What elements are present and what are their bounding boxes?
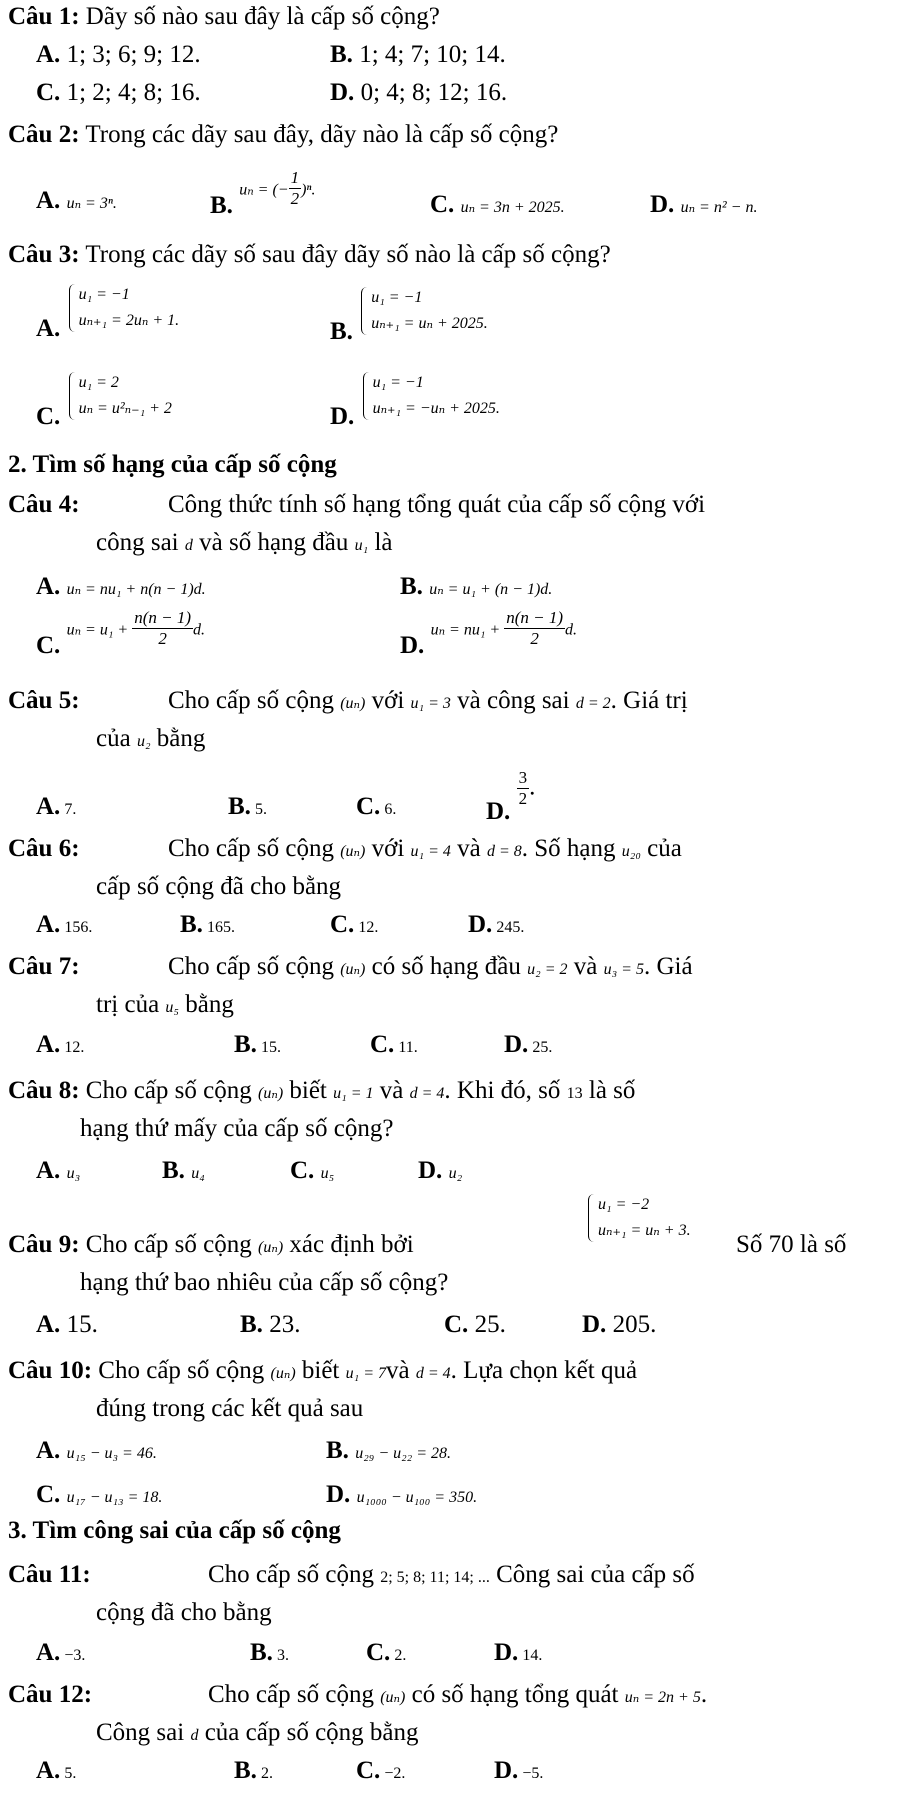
option-a — [36, 186, 117, 216]
equation-system — [361, 370, 500, 422]
fraction-numerator: n(n − 1) — [132, 608, 193, 629]
text: và công sai — [450, 687, 576, 714]
option-label: A. — [36, 793, 61, 820]
question-label: Câu 4: — [8, 491, 80, 518]
math: u₁ = 4 — [410, 843, 451, 860]
text: bằng — [178, 991, 234, 1018]
option-text: 7. — [60, 801, 77, 818]
text: Cho cấp số cộng — [168, 835, 341, 862]
fraction-denominator: 2 — [518, 789, 528, 809]
option-label: A. — [36, 573, 61, 600]
option-a — [36, 282, 180, 342]
option-text: 15. — [256, 1039, 281, 1056]
text: của — [640, 835, 682, 862]
option-formula: uₙ = nu₁ + n(n − 1)d. — [66, 581, 206, 598]
question-label: Câu 1: — [8, 3, 80, 30]
question-label: Câu 9: — [8, 1231, 80, 1258]
option-b — [250, 1638, 289, 1668]
option-d — [400, 608, 577, 659]
option-label: D. — [650, 191, 675, 218]
option-text: 165. — [202, 919, 235, 936]
option-d — [330, 370, 500, 430]
equation-line: uₙ₊₁ = −uₙ + 2025. — [372, 400, 500, 417]
option-label: B. — [162, 1157, 185, 1184]
math: (uₙ) — [340, 695, 366, 712]
option-label: B. — [330, 317, 353, 345]
equation-system — [586, 1192, 691, 1244]
option-d — [650, 190, 757, 220]
option-b — [330, 285, 488, 345]
equation-system — [67, 370, 172, 422]
math: (uₙ) — [258, 1239, 284, 1256]
question-label: Câu 10: — [8, 1357, 93, 1384]
equation-system — [359, 285, 488, 337]
option-formula: u₄ — [191, 1165, 205, 1182]
question-text-line-2: cộng đã cho bằng — [96, 1599, 272, 1626]
option-a — [36, 1638, 85, 1668]
option-text: 12. — [60, 1039, 85, 1056]
text: với — [365, 835, 411, 862]
equation-line: uₙ₊₁ = 2uₙ + 1. — [78, 312, 180, 329]
option-label: B. — [234, 1031, 257, 1058]
math: d = 4 — [409, 1085, 445, 1102]
option-text: 2. — [390, 1647, 407, 1664]
text: Cho cấp số cộng — [208, 1681, 381, 1708]
option-label: A. — [36, 187, 61, 214]
question-text-line-2: đúng trong các kết quả sau — [96, 1395, 364, 1422]
text: Công sai của cấp số — [489, 1561, 695, 1588]
text: và số hạng đầu — [192, 529, 355, 556]
option-a — [36, 572, 206, 602]
option-b — [326, 1436, 451, 1466]
option-c — [430, 190, 565, 220]
option-a — [36, 1310, 98, 1340]
fraction — [504, 608, 565, 650]
text: là — [368, 529, 393, 556]
text: Cho cấp số cộng — [79, 1077, 258, 1104]
option-label: A. — [36, 1311, 61, 1338]
option-label: D. — [486, 797, 511, 825]
option-label: B. — [250, 1639, 273, 1666]
option-text: 15. — [60, 1311, 98, 1338]
math: u₁ — [354, 537, 369, 554]
text: và — [386, 1357, 416, 1384]
question-text: Dãy số nào sau đây là cấp số cộng? — [79, 3, 440, 30]
question-text: Trong các dãy số sau đây dãy số nào là cấp số cộng? — [79, 241, 611, 268]
option-label: A. — [36, 1157, 61, 1184]
option-b — [228, 792, 267, 822]
option-label: D. — [330, 402, 355, 430]
text: với — [365, 687, 411, 714]
option-label: B. — [180, 911, 203, 938]
question-4 — [8, 490, 892, 520]
equation-line: uₙ₊₁ = uₙ + 3. — [598, 1222, 691, 1239]
question-8 — [8, 1076, 892, 1106]
option-label: C. — [330, 911, 355, 938]
option-label: A. — [36, 911, 61, 938]
text: của cấp số cộng bằng — [198, 1719, 419, 1746]
text: của — [96, 725, 137, 752]
option-label: A. — [36, 1031, 61, 1058]
option-label: C. — [36, 631, 61, 659]
math: d = 2 — [575, 695, 611, 712]
option-d — [330, 78, 507, 108]
math: u₃ = 5 — [603, 961, 644, 978]
option-b — [240, 1310, 300, 1340]
fraction-denominator: 2 — [530, 629, 539, 649]
option-c — [290, 1156, 334, 1186]
equation-line: u₁ = −1 — [371, 289, 423, 306]
option-text: 25. — [468, 1311, 506, 1338]
option-c — [370, 1030, 418, 1060]
math: (uₙ) — [340, 961, 366, 978]
option-d — [468, 910, 524, 940]
section-heading: 3. Tìm công sai của cấp số cộng — [8, 1517, 341, 1544]
option-text: 0; 4; 8; 12; 16. — [354, 79, 508, 106]
option-label: D. — [330, 79, 355, 106]
equation-system — [67, 282, 180, 334]
option-label: C. — [444, 1311, 469, 1338]
equation-line: u₁ = −1 — [372, 374, 424, 391]
text: . Số hạng — [521, 835, 622, 862]
fraction-denominator: 2 — [158, 629, 167, 649]
option-d — [326, 1480, 477, 1510]
option-label: B. — [240, 1311, 263, 1338]
text: và — [373, 1077, 410, 1104]
option-label: D. — [418, 1157, 443, 1184]
text: Cho cấp số cộng — [168, 953, 341, 980]
question-text-line-2 — [96, 724, 205, 754]
equation-line: u₁ = 2 — [78, 374, 119, 391]
option-label: A. — [36, 41, 61, 68]
option-text: 156. — [60, 919, 93, 936]
option-text: 14. — [518, 1647, 543, 1664]
option-formula: u₁₇ − u₁₃ = 18. — [66, 1489, 163, 1506]
option-b — [234, 1030, 281, 1060]
math: (uₙ) — [258, 1085, 284, 1102]
math: 13 — [566, 1085, 583, 1102]
fraction-numerator: 3 — [517, 768, 530, 789]
option-label: D. — [494, 1639, 519, 1666]
question-label: Câu 11: — [8, 1561, 91, 1588]
question-7 — [8, 952, 892, 982]
text: công sai — [96, 529, 185, 556]
option-formula: uₙ = u₁ + (n − 1)d. — [429, 581, 553, 598]
option-c — [356, 1756, 405, 1786]
option-formula: uₙ = nu₁ + — [430, 621, 505, 639]
text: . Lựa chọn kết quả — [450, 1357, 638, 1384]
question-text-line-2 — [96, 1718, 419, 1748]
option-label: D. — [582, 1311, 607, 1338]
question-text-line-2 — [96, 528, 393, 558]
fraction-denominator: 2 — [290, 189, 300, 209]
question-text-line-2: cấp số cộng đã cho bằng — [96, 873, 342, 900]
fraction-numerator: 1 — [289, 168, 302, 189]
question-text-line-2: hạng thứ mấy của cấp số cộng? — [80, 1115, 394, 1142]
question-label: Câu 8: — [8, 1077, 80, 1104]
option-d — [582, 1310, 656, 1340]
option-b — [234, 1756, 273, 1786]
question-3 — [8, 240, 892, 270]
text: biết — [295, 1357, 346, 1384]
option-label: A. — [36, 1437, 61, 1464]
math: d = 4 — [415, 1365, 451, 1382]
option-label: A. — [36, 314, 61, 342]
option-label: C. — [36, 402, 61, 430]
option-b — [210, 168, 316, 219]
fraction — [517, 768, 530, 810]
option-a — [36, 1436, 157, 1466]
option-text: 1; 3; 6; 9; 12. — [60, 41, 201, 68]
option-label: C. — [290, 1157, 315, 1184]
option-b — [180, 910, 235, 940]
option-label: C. — [36, 79, 61, 106]
question-label: Câu 12: — [8, 1681, 93, 1708]
text: . Giá — [643, 953, 693, 980]
text: và — [567, 953, 604, 980]
option-label: C. — [356, 1757, 381, 1784]
option-text: 245. — [492, 919, 525, 936]
option-text: 23. — [262, 1311, 301, 1338]
option-a — [36, 1756, 76, 1786]
question-text-line-2 — [96, 990, 234, 1020]
option-d — [494, 1756, 543, 1786]
option-formula: u₃ — [66, 1165, 81, 1182]
option-d — [418, 1156, 462, 1186]
text: là số — [582, 1077, 636, 1104]
option-label: D. — [468, 911, 493, 938]
option-formula: uₙ = u₁ + — [66, 621, 133, 639]
question-10 — [8, 1356, 892, 1386]
option-text: 11. — [394, 1039, 418, 1056]
option-c — [36, 370, 172, 430]
option-text: 5. — [60, 1765, 77, 1782]
option-label: C. — [430, 191, 455, 218]
option-formula: u₁₅ − u₃ = 46. — [66, 1445, 157, 1462]
text: Cho cấp số cộng — [79, 1231, 258, 1258]
math: (uₙ) — [380, 1689, 406, 1706]
option-label: D. — [504, 1031, 529, 1058]
math: (uₙ) — [340, 843, 366, 860]
option-c — [36, 608, 205, 659]
option-c — [36, 78, 201, 108]
question-6 — [8, 834, 892, 864]
option-d — [504, 1030, 552, 1060]
option-label: A. — [36, 1757, 61, 1784]
option-label: D. — [326, 1481, 351, 1508]
section-heading: 2. Tìm số hạng của cấp số cộng — [8, 451, 337, 478]
option-label: A. — [36, 1639, 61, 1666]
option-formula: uₙ = 3ⁿ. — [66, 195, 117, 212]
option-formula: uₙ = n² − n. — [680, 199, 758, 216]
math: d = 8 — [486, 843, 522, 860]
text: . — [700, 1681, 708, 1708]
equation-line: uₙ₊₁ = uₙ + 2025. — [371, 315, 488, 332]
equation-line: u₁ = −2 — [598, 1196, 650, 1213]
option-c — [444, 1310, 506, 1340]
option-b — [162, 1156, 205, 1186]
option-a — [36, 1156, 80, 1186]
fraction — [132, 608, 193, 650]
option-text: 2. — [256, 1765, 273, 1782]
option-label: C. — [366, 1639, 391, 1666]
math: d — [184, 537, 193, 554]
text: bằng — [150, 725, 206, 752]
math: u₂ = 2 — [527, 961, 568, 978]
option-text: 3. — [272, 1647, 289, 1664]
option-text: −5. — [518, 1765, 544, 1782]
text: Cho cấp số cộng — [168, 687, 341, 714]
option-label: B. — [234, 1757, 257, 1784]
text: có số hạng đầu — [365, 953, 528, 980]
math: (uₙ) — [270, 1365, 296, 1382]
option-formula: d. — [565, 621, 577, 639]
option-formula: u₅ — [320, 1165, 335, 1182]
option-label: D. — [494, 1757, 519, 1784]
question-label: Câu 7: — [8, 953, 80, 980]
fraction-numerator: n(n − 1) — [504, 608, 565, 629]
equation-system-9 — [586, 1192, 691, 1244]
option-text: −2. — [380, 1765, 406, 1782]
option-label: B. — [330, 41, 353, 68]
text: có số hạng tổng quát — [405, 1681, 625, 1708]
question-label: Câu 3: — [8, 241, 80, 268]
question-11 — [8, 1560, 892, 1590]
math: uₙ = 2n + 5 — [624, 1689, 701, 1706]
text: . — [529, 773, 536, 801]
option-c — [356, 792, 396, 822]
text: và — [450, 835, 487, 862]
option-label: D. — [400, 631, 425, 659]
option-text: 205. — [606, 1311, 657, 1338]
question-text-line-2: hạng thứ bao nhiêu của cấp số cộng? — [80, 1269, 449, 1296]
math: d — [190, 1727, 199, 1744]
text: Cho cấp số cộng — [208, 1561, 381, 1588]
fraction — [289, 168, 302, 210]
question-text: Trong các dãy sau đây, dãy nào là cấp số cộng? — [79, 121, 559, 148]
text: Cho cấp số cộng — [92, 1357, 271, 1384]
option-formula: u₂ — [448, 1165, 463, 1182]
math: u₁ = 1 — [333, 1085, 374, 1102]
math: u₁ = 3 — [410, 695, 451, 712]
option-formula: uₙ = 3n + 2025. — [460, 199, 565, 216]
option-text: 25. — [528, 1039, 553, 1056]
option-formula: u₂₉ − u₂₂ = 28. — [355, 1445, 452, 1462]
question-label: Câu 2: — [8, 121, 80, 148]
option-text: 1; 4; 7; 10; 14. — [352, 41, 506, 68]
question-12 — [8, 1680, 892, 1710]
question-label: Câu 5: — [8, 687, 80, 714]
option-b — [330, 40, 506, 70]
option-text: 5. — [250, 801, 267, 818]
option-d — [486, 768, 536, 825]
math: u₁ = 7 — [345, 1365, 386, 1382]
option-label: C. — [356, 793, 381, 820]
option-label: B. — [228, 793, 251, 820]
equation-line: u₁ = −1 — [78, 286, 130, 303]
option-formula: d. — [193, 621, 205, 639]
option-b — [400, 572, 552, 602]
question-text-tail: Số 70 là số — [736, 1231, 847, 1258]
math: u₂₀ — [621, 843, 641, 860]
option-formula: )ⁿ. — [301, 181, 316, 199]
question-1 — [8, 2, 892, 32]
text: . Khi đó, số — [444, 1077, 567, 1104]
math: u₂ — [136, 733, 151, 750]
question-5 — [8, 686, 892, 716]
option-text: 12. — [354, 919, 379, 936]
text: . Giá trị — [610, 687, 688, 714]
math: 2; 5; 8; 11; 14; ... — [380, 1569, 490, 1586]
equation-line: uₙ = u²ₙ₋₁ + 2 — [78, 400, 172, 417]
option-a — [36, 910, 92, 940]
option-text: 1; 2; 4; 8; 16. — [60, 79, 201, 106]
option-label: B. — [400, 573, 423, 600]
option-c — [330, 910, 378, 940]
text: xác định bởi — [283, 1231, 414, 1258]
text: trị của — [96, 991, 166, 1018]
question-2 — [8, 120, 892, 150]
question-text: Công thức tính số hạng tổng quát của cấp số cộng với — [168, 491, 706, 518]
text: Công sai — [96, 1719, 191, 1746]
text: biết — [283, 1077, 334, 1104]
option-a — [36, 792, 76, 822]
question-label: Câu 6: — [8, 835, 80, 862]
option-text: −3. — [60, 1647, 86, 1664]
option-c — [36, 1480, 162, 1510]
option-label: B. — [326, 1437, 349, 1464]
option-a — [36, 40, 201, 70]
option-text: 6. — [380, 801, 397, 818]
option-d — [494, 1638, 542, 1668]
option-formula: u₁₀₀₀ − u₁₀₀ = 350. — [356, 1489, 478, 1506]
option-label: C. — [36, 1481, 61, 1508]
option-label: B. — [210, 191, 233, 219]
option-label: C. — [370, 1031, 395, 1058]
option-c — [366, 1638, 406, 1668]
option-a — [36, 1030, 84, 1060]
option-formula: uₙ = (− — [239, 181, 289, 199]
math: u₅ — [165, 999, 179, 1016]
